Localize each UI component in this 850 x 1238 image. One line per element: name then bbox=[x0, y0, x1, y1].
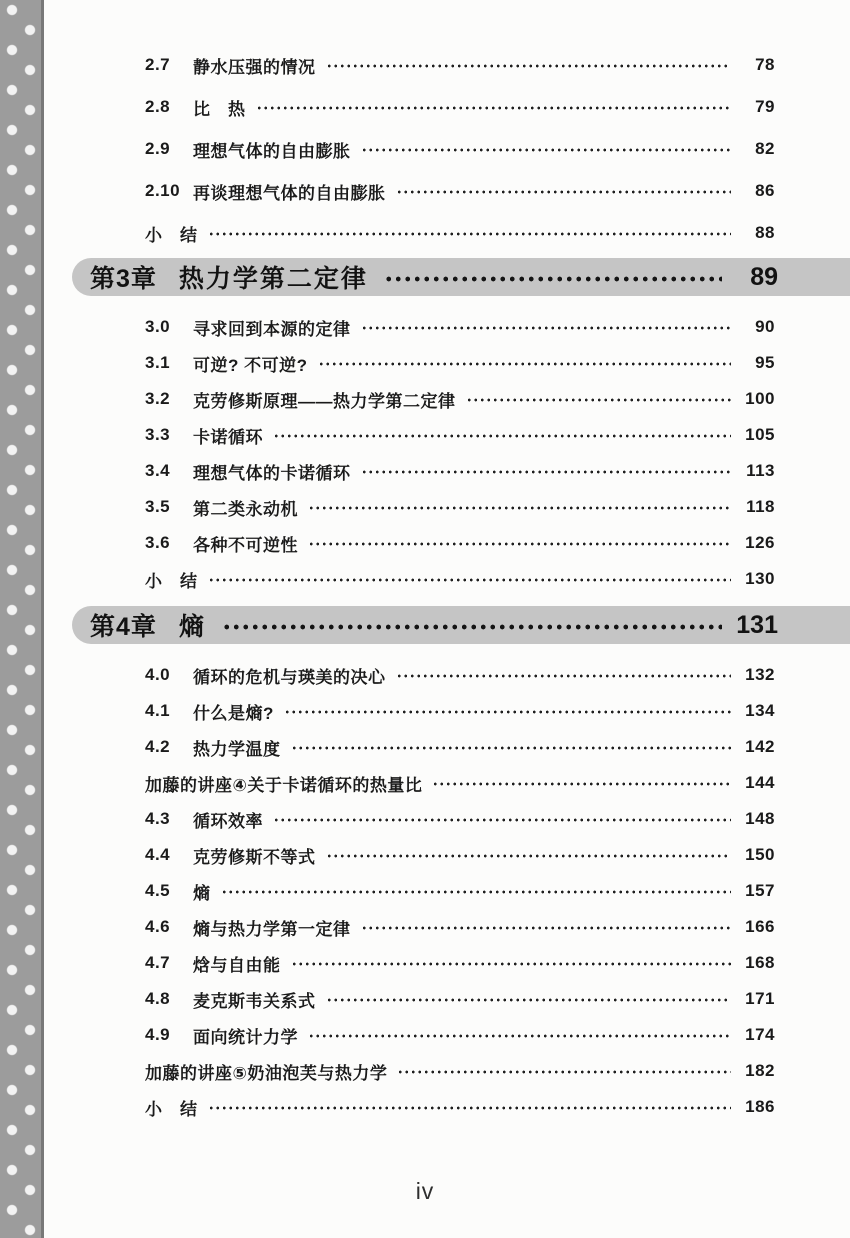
chapter-page-number: 131 bbox=[736, 610, 778, 639]
toc-entry-summary bbox=[145, 223, 775, 245]
toc-entry-title: 静水压强的情况 bbox=[193, 57, 316, 77]
dot-leader bbox=[284, 709, 731, 715]
toc-entry-title: 麦克斯韦关系式 bbox=[193, 991, 316, 1011]
toc-section-chapter3 bbox=[145, 317, 775, 591]
toc-entry-page: 150 bbox=[745, 845, 775, 864]
chapter-number-label: 第3章 bbox=[90, 265, 157, 293]
toc-entry-title: 再谈理想气体的自由膨胀 bbox=[193, 183, 386, 203]
toc-entry bbox=[145, 665, 775, 687]
toc-entry bbox=[145, 425, 775, 447]
toc-entry-title: 克劳修斯原理——热力学第二定律 bbox=[193, 391, 456, 411]
dot-leader bbox=[208, 231, 732, 237]
toc-entry-title: 热力学温度 bbox=[193, 739, 281, 759]
toc-entry bbox=[145, 701, 775, 723]
toc-entry-title: 克劳修斯不等式 bbox=[193, 847, 316, 867]
toc-entry-number: 4.4 bbox=[145, 845, 171, 864]
dot-leader bbox=[222, 623, 722, 631]
toc-entry bbox=[145, 533, 775, 555]
toc-entry-number: 4.9 bbox=[145, 1025, 171, 1044]
toc-entry bbox=[145, 737, 775, 759]
toc-entry-page: 130 bbox=[745, 569, 775, 588]
dot-leader bbox=[308, 541, 731, 547]
toc-entry-title: 比 热 bbox=[193, 99, 246, 119]
toc-entry-title: 理想气体的自由膨胀 bbox=[193, 141, 351, 161]
toc-entry-number: 3.1 bbox=[145, 353, 171, 372]
dot-leader bbox=[308, 505, 731, 511]
toc-entry-title: 循环效率 bbox=[193, 811, 263, 831]
toc-entry bbox=[145, 317, 775, 339]
toc-entry-title: 循环的危机与瑛美的决心 bbox=[193, 667, 386, 687]
toc-entry-title: 面向统计力学 bbox=[193, 1027, 298, 1047]
chapter-3-heading bbox=[72, 258, 850, 296]
dot-leader bbox=[291, 961, 732, 967]
toc-entry-page: 134 bbox=[745, 701, 775, 720]
toc-entry-page: 182 bbox=[745, 1061, 775, 1080]
toc-entry-title: 小 结 bbox=[145, 225, 198, 245]
dot-leader bbox=[318, 361, 732, 367]
toc-entry-page: 78 bbox=[755, 55, 775, 74]
toc-entry bbox=[145, 139, 775, 161]
toc-entry-number: 3.2 bbox=[145, 389, 171, 408]
toc-entry-number: 4.8 bbox=[145, 989, 171, 1008]
toc-entry-title: 寻求回到本源的定律 bbox=[193, 319, 351, 339]
toc-entry-page: 148 bbox=[745, 809, 775, 828]
toc-entry-number: 3.5 bbox=[145, 497, 171, 516]
dot-leader bbox=[221, 889, 732, 895]
page-number-footer: iv bbox=[415, 1178, 435, 1204]
toc-entry-title: 焓与自由能 bbox=[193, 955, 281, 975]
toc-entry-title: 理想气体的卡诺循环 bbox=[193, 463, 351, 483]
toc-entry bbox=[145, 461, 775, 483]
chapter-page-number: 89 bbox=[750, 262, 778, 291]
toc-entry-number: 4.5 bbox=[145, 881, 171, 900]
toc-entry bbox=[145, 97, 775, 119]
toc-entry-title: 熵与热力学第一定律 bbox=[193, 919, 351, 939]
toc-entry-number: 4.7 bbox=[145, 953, 171, 972]
dot-leader bbox=[256, 105, 732, 111]
toc-entry-page: 144 bbox=[745, 773, 775, 792]
toc-entry-page: 174 bbox=[745, 1025, 775, 1044]
dot-leader bbox=[208, 577, 732, 583]
dot-leader bbox=[273, 433, 731, 439]
dot-leader bbox=[361, 325, 732, 331]
toc-entry-page: 95 bbox=[755, 353, 775, 372]
toc-entry-title: 第二类永动机 bbox=[193, 499, 298, 519]
toc-entry-number: 4.2 bbox=[145, 737, 171, 756]
dot-leader bbox=[208, 1105, 732, 1111]
chapter-4-heading bbox=[72, 606, 850, 644]
toc-entry-title: 加藤的讲座⑤奶油泡芙与热力学 bbox=[145, 1063, 388, 1083]
toc-entry bbox=[145, 353, 775, 375]
dot-leader bbox=[326, 63, 732, 69]
toc-entry bbox=[145, 1025, 775, 1047]
chapter-title: 热力学第二定律 bbox=[178, 265, 368, 293]
dot-leader bbox=[273, 817, 731, 823]
toc-entry-title: 什么是熵? bbox=[193, 703, 274, 723]
toc-entry-page: 113 bbox=[746, 461, 775, 480]
dot-leader bbox=[326, 853, 732, 859]
toc-entry-page: 79 bbox=[755, 97, 775, 116]
toc-entry-number: 3.0 bbox=[145, 317, 171, 336]
toc-section-chapter4 bbox=[145, 665, 775, 1119]
toc-entry-page: 166 bbox=[745, 917, 775, 936]
toc-entry-title: 小 结 bbox=[145, 571, 198, 591]
toc-entry-page: 132 bbox=[745, 665, 775, 684]
toc-entry-page: 90 bbox=[755, 317, 775, 336]
toc-entry bbox=[145, 181, 775, 203]
toc-entry bbox=[145, 989, 775, 1011]
toc-entry-page: 86 bbox=[755, 181, 775, 200]
toc-entry-number: 3.3 bbox=[145, 425, 171, 444]
toc-entry-page: 82 bbox=[755, 139, 775, 158]
toc-entry-page: 88 bbox=[755, 223, 775, 242]
dot-leader bbox=[396, 673, 732, 679]
toc-entry-lecture bbox=[145, 1061, 775, 1083]
toc-entry-page: 142 bbox=[745, 737, 775, 756]
toc-entry-page: 126 bbox=[745, 533, 775, 552]
toc-entry-page: 168 bbox=[745, 953, 775, 972]
toc-entry-number: 4.0 bbox=[145, 665, 171, 684]
toc-entry-page: 186 bbox=[745, 1097, 775, 1116]
toc-entry bbox=[145, 497, 775, 519]
toc-entry-number: 3.4 bbox=[145, 461, 171, 480]
toc-entry-page: 118 bbox=[746, 497, 775, 516]
toc-entry-title: 熵 bbox=[193, 883, 211, 903]
dot-leader bbox=[291, 745, 732, 751]
toc-entry-title: 加藤的讲座④关于卡诺循环的热量比 bbox=[145, 775, 423, 795]
toc-entry bbox=[145, 389, 775, 411]
toc-entry-number: 4.1 bbox=[145, 701, 171, 720]
toc-entry-number: 2.8 bbox=[145, 97, 171, 116]
toc-entry-title: 卡诺循环 bbox=[193, 427, 263, 447]
toc-entry bbox=[145, 917, 775, 939]
toc-entry bbox=[145, 881, 775, 903]
toc-entry-number: 2.10 bbox=[145, 181, 181, 200]
toc-entry-page: 105 bbox=[745, 425, 775, 444]
toc-entry bbox=[145, 809, 775, 831]
toc-entry-page: 157 bbox=[745, 881, 775, 900]
dot-leader bbox=[397, 1069, 731, 1075]
toc-entry-number: 4.6 bbox=[145, 917, 171, 936]
toc-entry-title: 可逆? 不可逆? bbox=[193, 355, 308, 375]
toc-entry bbox=[145, 55, 775, 77]
toc-entry-title: 各种不可逆性 bbox=[193, 535, 298, 555]
dot-leader bbox=[361, 469, 732, 475]
dot-leader bbox=[396, 189, 732, 195]
chapter-number-label: 第4章 bbox=[90, 613, 157, 641]
dot-leader bbox=[361, 147, 732, 153]
toc-entry-number: 4.3 bbox=[145, 809, 171, 828]
dot-leader bbox=[361, 925, 732, 931]
toc-entry bbox=[145, 845, 775, 867]
toc-entry-number: 3.6 bbox=[145, 533, 171, 552]
toc-entry-summary bbox=[145, 1097, 775, 1119]
toc-entry-number: 2.7 bbox=[145, 55, 171, 74]
toc-entry-lecture bbox=[145, 773, 775, 795]
toc-entry-title: 小 结 bbox=[145, 1099, 198, 1119]
toc-entry bbox=[145, 953, 775, 975]
dot-leader bbox=[384, 275, 722, 283]
dot-leader bbox=[308, 1033, 731, 1039]
dot-leader bbox=[326, 997, 732, 1003]
toc-section-chapter2 bbox=[145, 55, 775, 245]
toc-entry-summary bbox=[145, 569, 775, 591]
dot-leader bbox=[466, 397, 732, 403]
toc-entry-page: 171 bbox=[745, 989, 775, 1008]
dot-leader bbox=[432, 781, 731, 787]
toc-entry-number: 2.9 bbox=[145, 139, 171, 158]
chapter-title: 熵 bbox=[178, 613, 206, 641]
toc-entry-page: 100 bbox=[745, 389, 775, 408]
